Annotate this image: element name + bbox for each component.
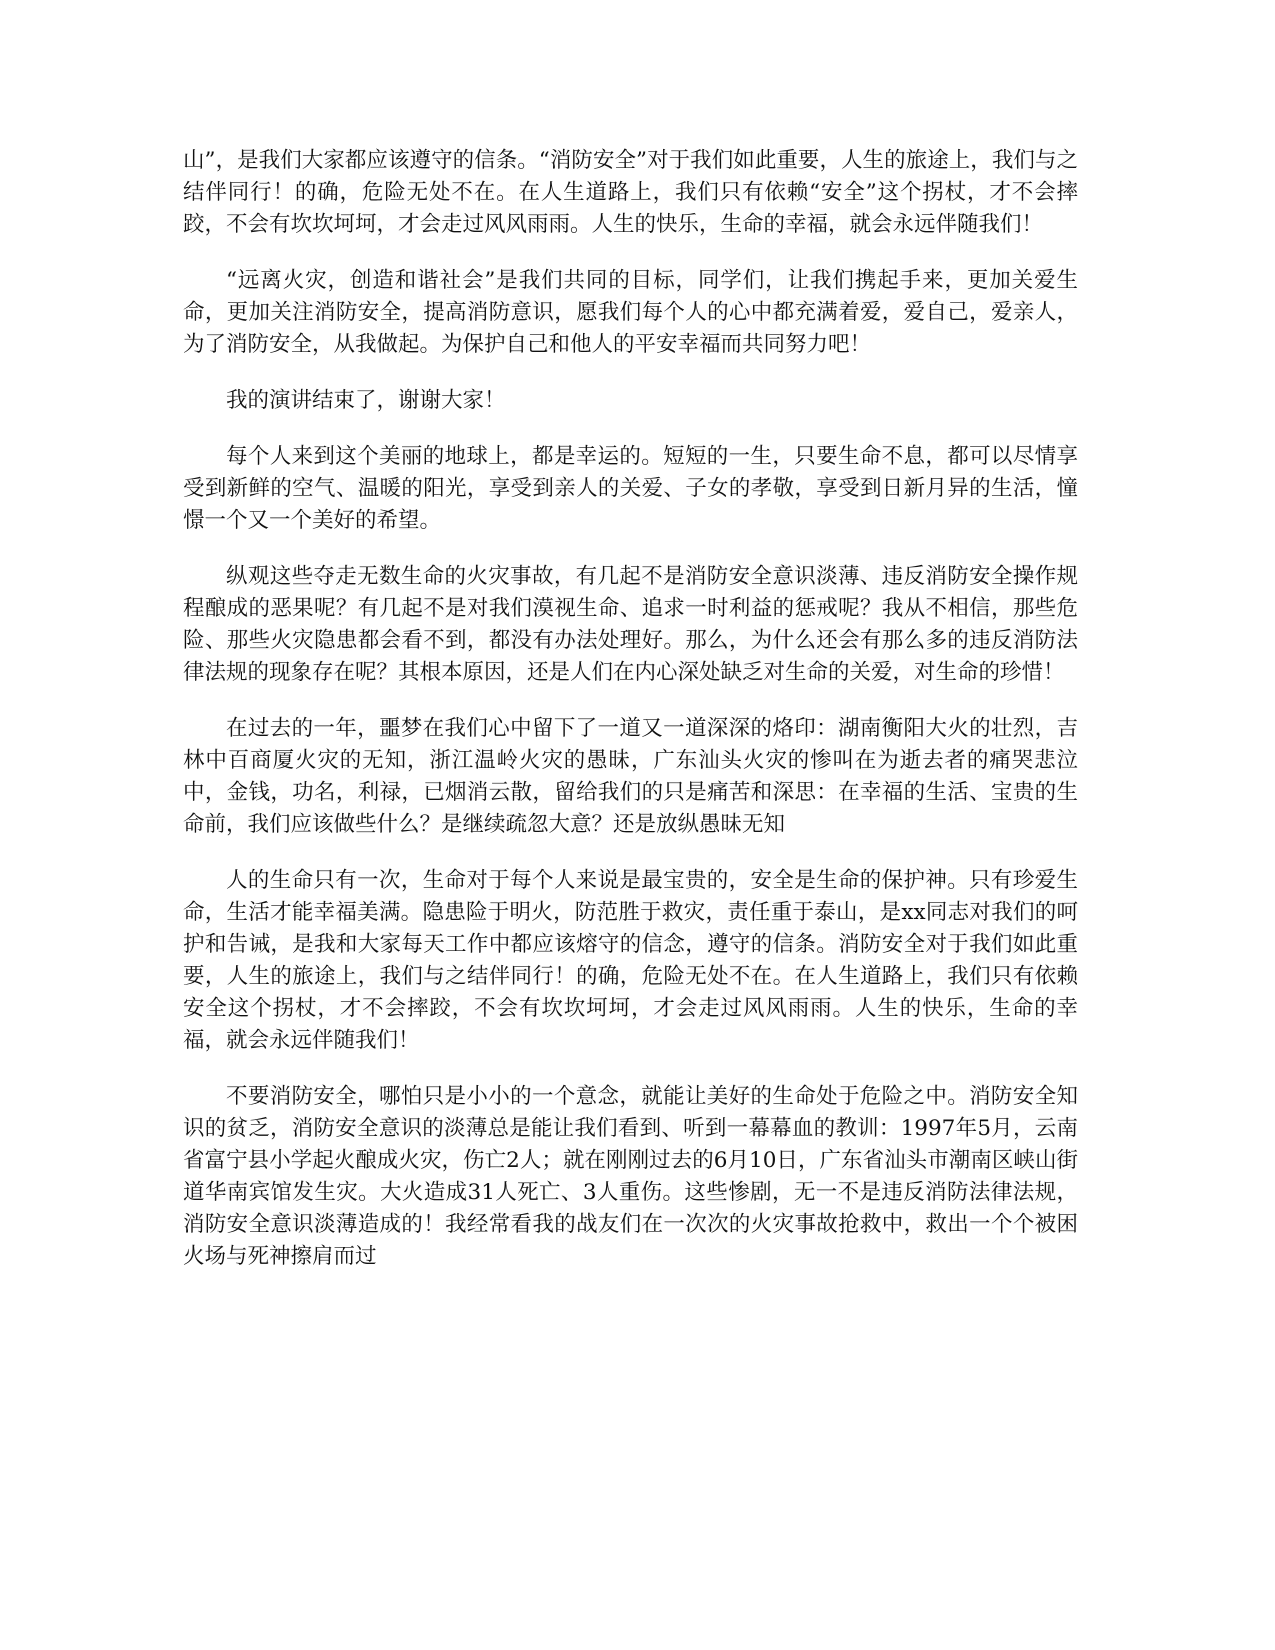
- paragraph-4: 每个人来到这个美丽的地球上，都是幸运的。短短的一生，只要生命不息，都可以尽情享受到新鲜的空气、温暖的阳光，享受到亲人的关爱、子女的孝敬，享受到日新月异的生活，憧憬一个又一个美好的希望。: [183, 444, 1078, 533]
- paragraph-2: “远离火灾，创造和谐社会”是我们共同的目标，同学们，让我们携起手来，更加关爱生命，更加关注消防安全，提高消防意识，愿我们每个人的心中都充满着爱，爱自己，爱亲人，为了消防安全，从我做起。为保护自己和他人的平安幸福而共同努力吧！: [183, 268, 1078, 357]
- paragraph-6: 在过去的一年，噩梦在我们心中留下了一道又一道深深的烙印：湖南衡阳大火的壮烈，吉林中百商厦火灾的无知，浙江温岭火灾的愚昧，广东汕头火灾的惨叫在为逝去者的痛哭悲泣中，金钱，功名，利禄，已烟消云散，留给我们的只是痛苦和深思：在幸福的生活、宝贵的生命前，我们应该做些什么？是继续疏忽大意？还是放纵愚昧无知: [183, 716, 1078, 837]
- paragraph-1: 山”，是我们大家都应该遵守的信条。“消防安全”对于我们如此重要，人生的旅途上，我们与之结伴同行！的确，危险无处不在。在人生道路上，我们只有依赖“安全”这个拐杖，才不会摔跤，不会有坎坎坷坷，才会走过风风雨雨。人生的快乐，生命的幸福，就会永远伴随我们！: [183, 148, 1078, 237]
- paragraph-7: 人的生命只有一次，生命对于每个人来说是最宝贵的，安全是生命的保护神。只有珍爱生命，生活才能幸福美满。隐患险于明火，防范胜于救灾，责任重于泰山，是xx同志对我们的呵护和告诫，是我和大家每天工作中都应该熔守的信念，遵守的信条。消防安全对于我们如此重要，人生的旅途上，我们与之结伴同行！的确，危险无处不在。在人生道路上，我们只有依赖安全这个拐杖，才不会摔跤，不会有坎坎坷坷，才会走过风风雨雨。人生的快乐，生命的幸福，就会永远伴随我们！: [183, 868, 1078, 1053]
- document-body: [183, 145, 1078, 1297]
- paragraph-3: 我的演讲结束了，谢谢大家！: [226, 388, 506, 413]
- paragraph-8: 不要消防安全，哪怕只是小小的一个意念，就能让美好的生命处于危险之中。消防安全知识的贫乏，消防安全意识的淡薄总是能让我们看到、听到一幕幕血的教训：1997年5月，云南省富宁县小学起火酿成火灾，伤亡2人；就在刚刚过去的6月10日，广东省汕头市潮南区峡山街道华南宾馆发生灾。大火造成31人死亡、3人重伤。这些惨剧，无一不是违反消防法律法规，消防安全意识淡薄造成的！我经常看我的战友们在一次次的火灾事故抢救中，救出一个个被困火场与死神擦肩而过: [183, 1084, 1078, 1269]
- paragraph-5: 纵观这些夺走无数生命的火灾事故，有几起不是消防安全意识淡薄、违反消防安全操作规程酿成的恶果呢？有几起不是对我们漠视生命、追求一时利益的惩戒呢？我从不相信，那些危险、那些火灾隐患都会看不到，都没有办法处理好。那么，为什么还会有那么多的违反消防法律法规的现象存在呢？其根本原因，还是人们在内心深处缺乏对生命的关爱，对生命的珍惜！: [183, 564, 1078, 685]
